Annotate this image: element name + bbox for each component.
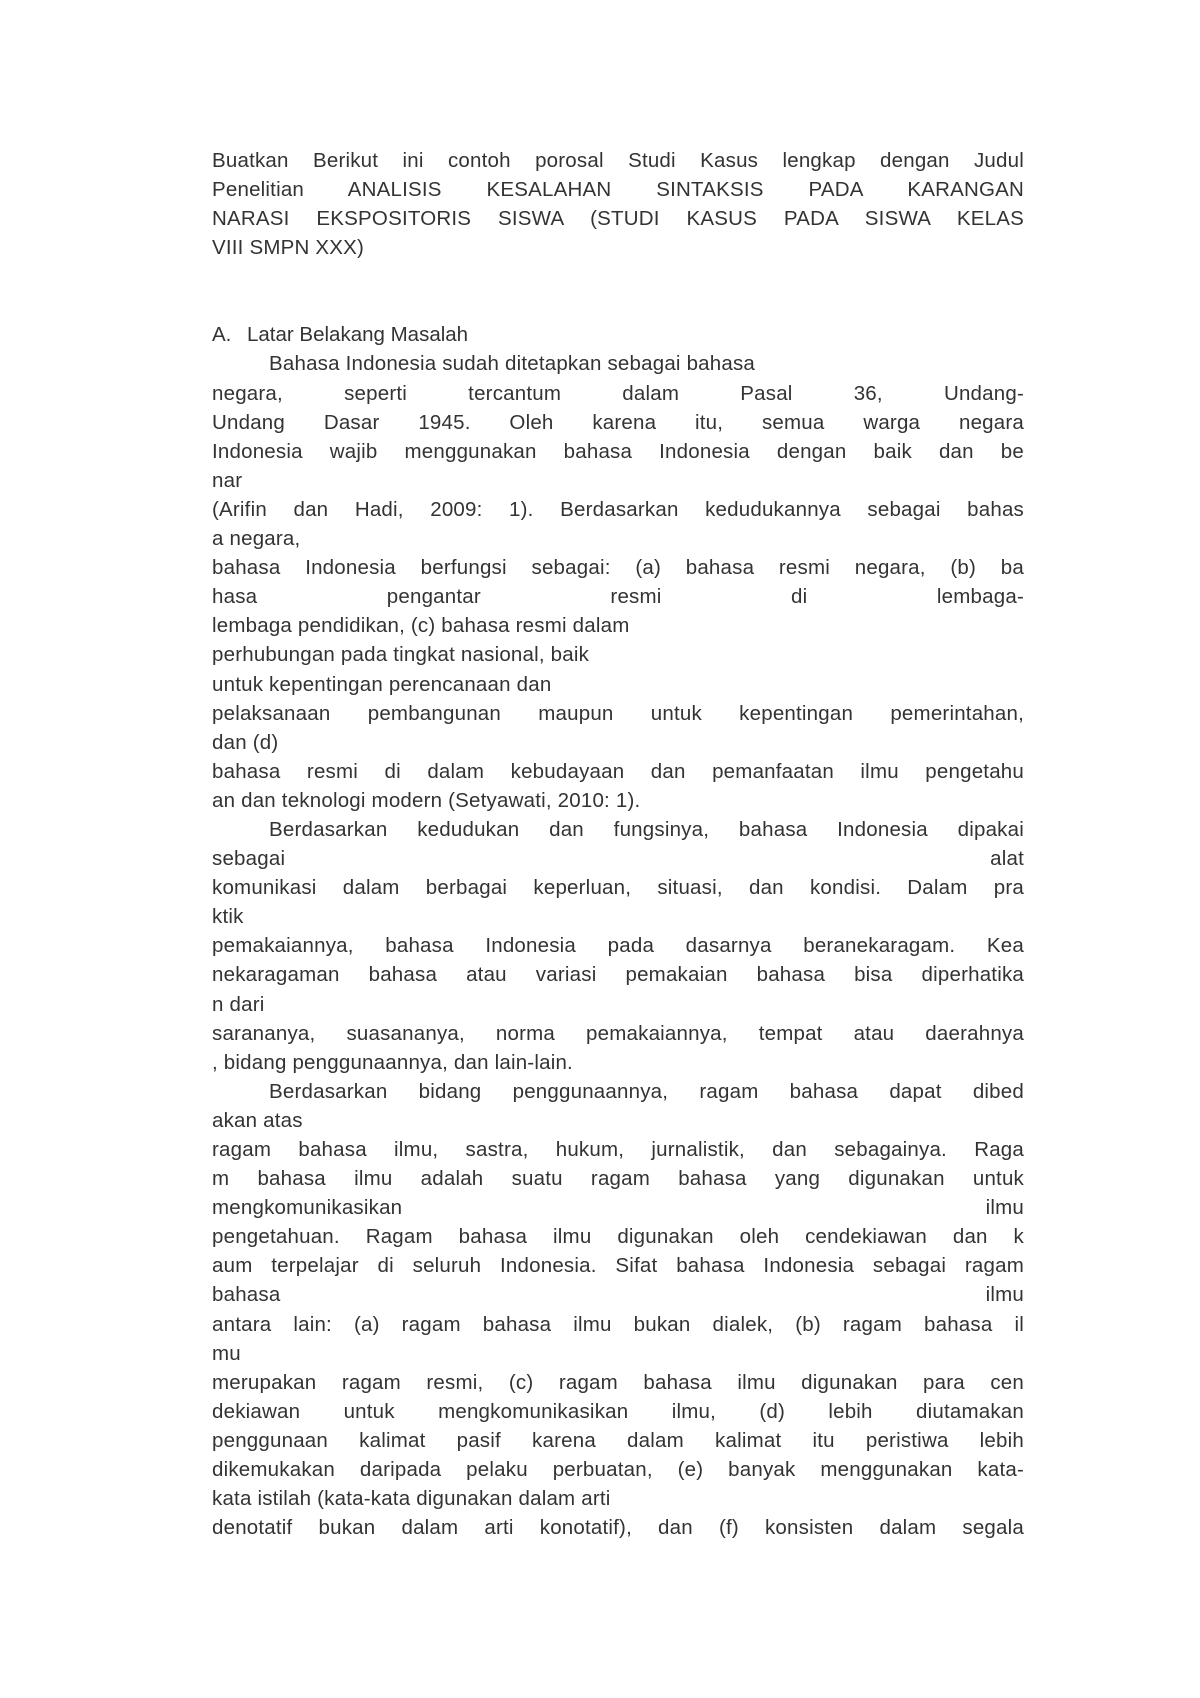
body-line: lembaga pendidikan, (c) bahasa resmi dalam xyxy=(212,614,630,638)
body-line: dekiawan untuk mengkomunikasikan ilmu, (d) lebih diutamakan xyxy=(212,1399,1024,1423)
body-line: mu xyxy=(212,1341,241,1365)
body-line: , bidang penggunaannya, dan lain-lain. xyxy=(212,1050,573,1074)
body-line: hasa pengantar resmi di lembaga- xyxy=(212,585,1024,609)
body-line: negara, seperti tercantum dalam Pasal 36, Undang- xyxy=(212,381,1024,405)
section-number: A. xyxy=(212,323,232,347)
body-line: bahasa ilmu xyxy=(212,1283,1024,1307)
body-line: aum terpelajar di seluruh Indonesia. Sifat bahasa Indonesia sebagai ragam xyxy=(212,1254,1024,1278)
body-line: sarananya, suasananya, norma pemakaiannya, tempat atau daerahnya xyxy=(212,1021,1024,1045)
intro-line: VIII SMPN XXX) xyxy=(212,236,365,260)
body-line: pelaksanaan pembangunan maupun untuk kepentingan pemerintahan, xyxy=(212,701,1024,725)
body-text xyxy=(212,349,1024,1542)
body-line: Berdasarkan bidang penggunaannya, ragam bahasa dapat dibed xyxy=(269,1079,1024,1103)
body-line: dan (d) xyxy=(212,730,279,754)
body-line: mengkomunikasikan ilmu xyxy=(212,1196,1024,1220)
intro-paragraph xyxy=(212,146,1024,262)
body-line: perhubungan pada tingkat nasional, baik xyxy=(212,643,590,667)
body-line: nar xyxy=(212,468,243,492)
body-line: pemakaiannya, bahasa Indonesia pada dasarnya beranekaragam. Kea xyxy=(212,934,1024,958)
section-heading xyxy=(212,320,1024,349)
body-line: pengetahuan. Ragam bahasa ilmu digunakan oleh cendekiawan dan k xyxy=(212,1225,1024,1249)
body-line: denotatif bukan dalam arti konotatif), dan (f) konsisten dalam segala xyxy=(212,1516,1024,1540)
body-line: komunikasi dalam berbagai keperluan, situasi, dan kondisi. Dalam pra xyxy=(212,876,1024,900)
body-line: dikemukakan daripada pelaku perbuatan, (e) banyak menggunakan kata- xyxy=(212,1458,1024,1482)
body-line: bahasa resmi di dalam kebudayaan dan pemanfaatan ilmu pengetahu xyxy=(212,759,1024,783)
body-line: untuk kepentingan perencanaan dan xyxy=(212,672,552,696)
intro-line: Buatkan Berikut ini contoh porosal Studi Kasus lengkap dengan Judul xyxy=(212,149,1024,172)
body-line: merupakan ragam resmi, (c) ragam bahasa ilmu digunakan para cen xyxy=(212,1370,1024,1394)
body-line: n dari xyxy=(212,992,265,1016)
body-line: (Arifin dan Hadi, 2009: 1). Berdasarkan kedudukannya sebagai bahas xyxy=(212,497,1024,521)
body-line: akan atas xyxy=(212,1108,303,1132)
body-line: penggunaan kalimat pasif karena dalam kalimat itu peristiwa lebih xyxy=(212,1428,1024,1452)
body-line: a negara, xyxy=(212,527,301,551)
body-line: sebagai alat xyxy=(212,847,1024,871)
body-line: an dan teknologi modern (Setyawati, 2010: 1). xyxy=(212,788,641,812)
intro-line: NARASI EKSPOSITORIS SISWA (STUDI KASUS PADA SISWA KELAS xyxy=(212,207,1024,231)
body-line: Undang Dasar 1945. Oleh karena itu, semua warga negara xyxy=(212,410,1024,434)
body-line: Indonesia wajib menggunakan bahasa Indonesia dengan baik dan be xyxy=(212,439,1024,463)
body-line: bahasa Indonesia berfungsi sebagai: (a) bahasa resmi negara, (b) ba xyxy=(212,556,1024,580)
intro-line: Penelitian ANALISIS KESALAHAN SINTAKSIS PADA KARANGAN xyxy=(212,178,1024,202)
body-line: kata istilah (kata-kata digunakan dalam arti xyxy=(212,1487,611,1511)
body-line: antara lain: (a) ragam bahasa ilmu bukan dialek, (b) ragam bahasa il xyxy=(212,1312,1024,1336)
body-line: nekaragaman bahasa atau variasi pemakaian bahasa bisa diperhatika xyxy=(212,963,1024,987)
body-line: Berdasarkan kedudukan dan fungsinya, bahasa Indonesia dipakai xyxy=(269,817,1024,841)
section-title: Latar Belakang Masalah xyxy=(247,323,469,347)
body-line: m bahasa ilmu adalah suatu ragam bahasa yang digunakan untuk xyxy=(212,1167,1024,1191)
body-line: ktik xyxy=(212,905,244,929)
body-line: Bahasa Indonesia sudah ditetapkan sebagai bahasa xyxy=(269,352,756,376)
body-line: ragam bahasa ilmu, sastra, hukum, jurnalistik, dan sebagainya. Raga xyxy=(212,1138,1024,1161)
document-content xyxy=(212,146,1024,1542)
